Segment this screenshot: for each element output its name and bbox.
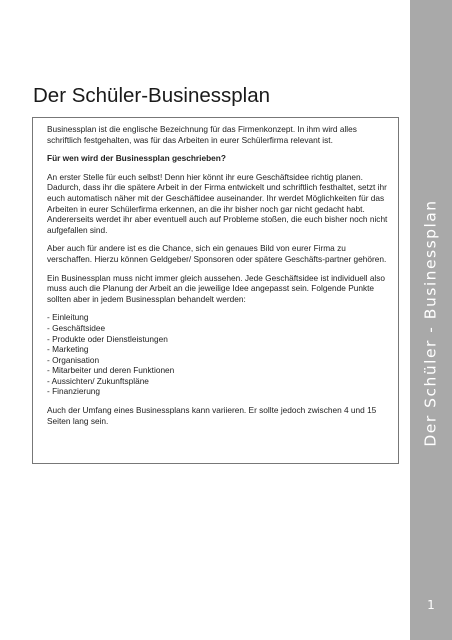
list-item: - Produkte oder Dienstleistungen xyxy=(47,333,168,344)
list-item: - Organisation xyxy=(47,354,100,365)
list-item: - Mitarbeiter und deren Funktionen xyxy=(47,365,175,376)
paragraph-1: An erster Stelle für euch selbst! Denn hier könnt ihr eure Geschäftsidee richtig planen. Dadurch, dass ihr die spätere Arbeit in der Firma entwickelt und schriftlich festhaltet, setzt ihr euch automatisch näher mit der Geschäftidee auseinander. Ihr werdet Möglichkeiten für das Arbeiten in eurer Schülerfirma erkennen, an die ihr bisher noch gar nicht gedacht habt. Andererseits werdet ihr aber eventuell auch auf Probleme stoßen, die euch bisher noch nicht aufgefallen sind. xyxy=(47,171,388,235)
paragraph-2: Aber auch für andere ist es die Chance, sich ein genaues Bild von eurer Firma zu verschaffen. Hierzu können Geldgeber/ Sponsoren oder spätere Geschäfts-partner gehören. xyxy=(47,243,387,264)
question-heading: Für wen wird der Businessplan geschrieben? xyxy=(47,153,226,164)
list-item: - Finanzierung xyxy=(47,386,101,397)
content-box xyxy=(32,117,399,464)
sidebar-title: Der Schüler - Businessplan xyxy=(422,199,441,447)
list-item: - Marketing xyxy=(47,344,89,355)
sidebar-title-wrap xyxy=(421,178,441,468)
sidebar-band xyxy=(410,0,452,640)
list-item: - Einleitung xyxy=(47,312,89,323)
list-item: - Geschäftsidee xyxy=(47,322,106,333)
list-item: - Aussichten/ Zukunftspläne xyxy=(47,375,149,386)
paragraph-3: Ein Businessplan muss nicht immer gleich aussehen. Jede Geschäftsidee ist individuell also muss auch die Planung der Arbeit an die jeweilige Idee angepasst sein. Folgende Punkte sollten aber in jedem Businessplan behandelt werden: xyxy=(47,272,386,304)
page-title: Der Schüler-Businessplan xyxy=(33,84,271,107)
intro-paragraph: Businessplan ist die englische Bezeichnung für das Firmenkonzept. In ihm wird alles schriftlich festgehalten, was für das Arbeiten in eurer Schülerfirma relevant ist. xyxy=(47,124,357,145)
closing-paragraph: Auch der Umfang eines Businessplans kann variieren. Er sollte jedoch zwischen 4 und 15 Seiten lang sein. xyxy=(47,405,377,426)
topics-list xyxy=(47,312,390,397)
page-number: 1 xyxy=(427,598,435,612)
